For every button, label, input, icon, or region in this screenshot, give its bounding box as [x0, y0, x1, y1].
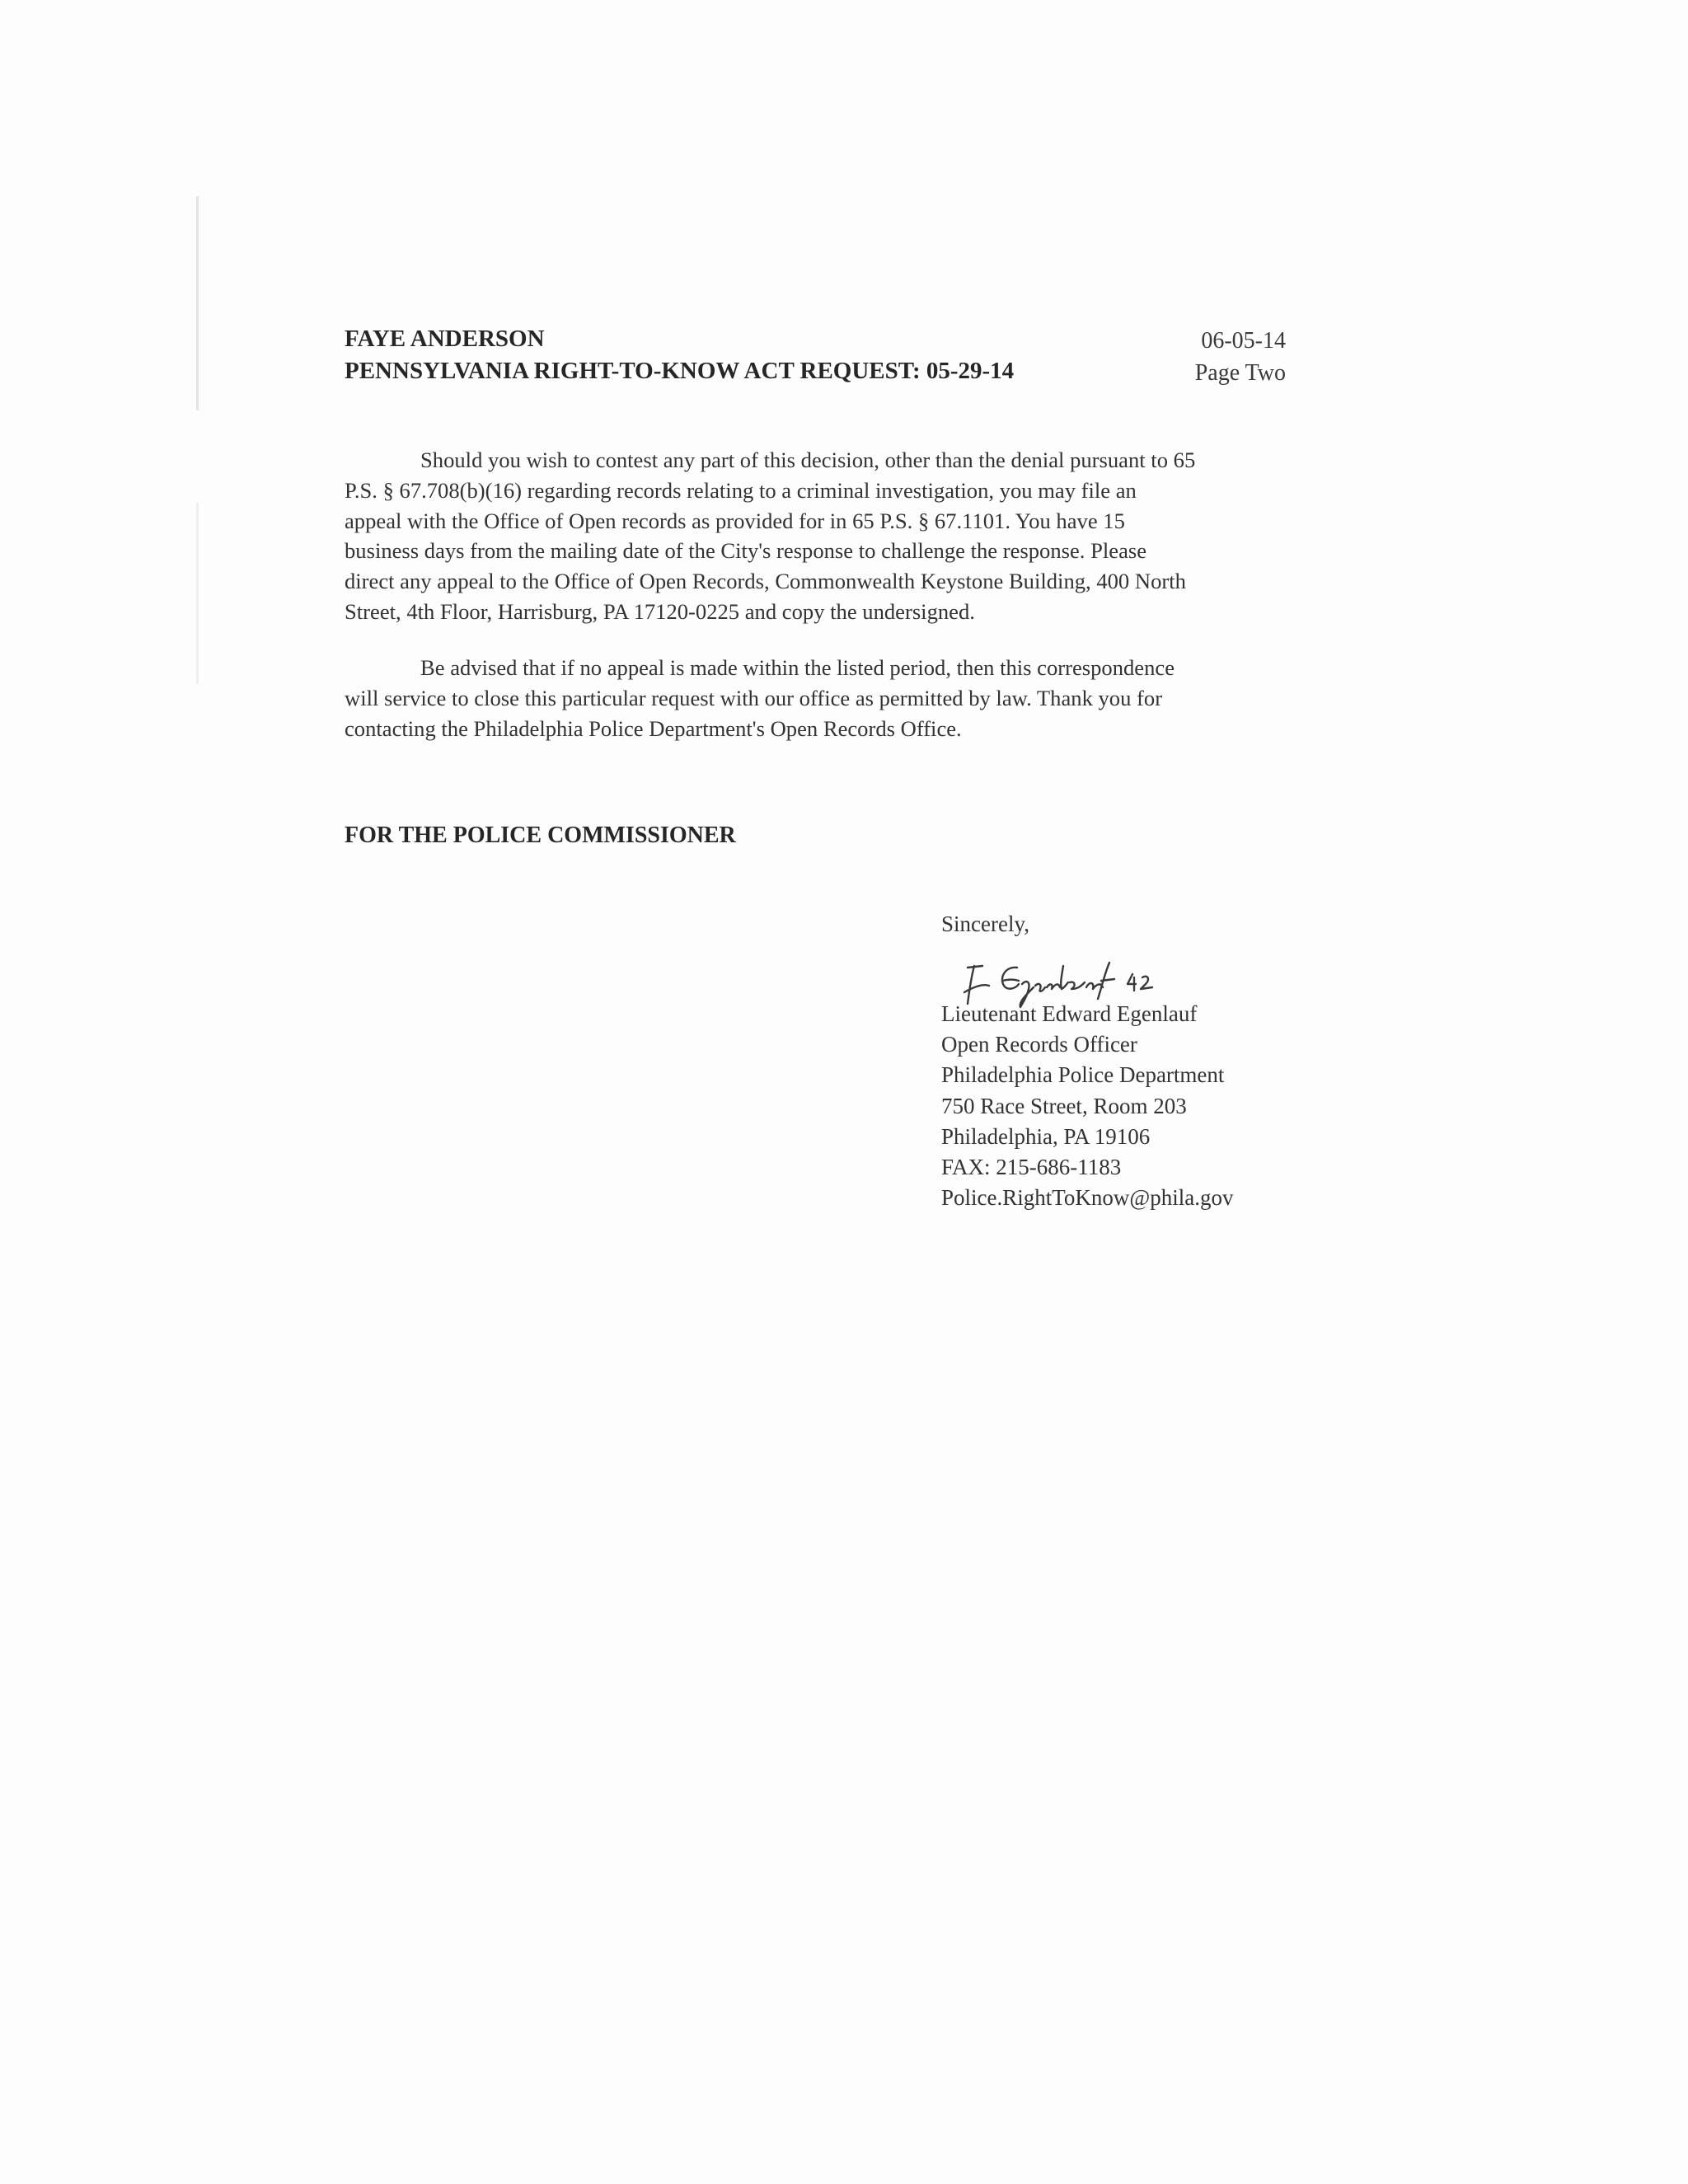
signer-department: Philadelphia Police Department: [941, 1062, 1225, 1088]
appeal-paragraph: [345, 445, 1309, 627]
signer-address: 750 Race Street, Room 203: [941, 1093, 1187, 1118]
signer-title: Open Records Officer: [941, 1032, 1137, 1057]
for-commissioner-line: FOR THE POLICE COMMISSIONER: [345, 823, 736, 848]
scan-edge-mark: [196, 503, 199, 684]
date-page-block: [1187, 325, 1286, 389]
closing-salutation: Sincerely,: [941, 912, 1029, 936]
paragraph-line: will service to close this particular request with our office as permitted by law. Thank you for: [345, 685, 1163, 710]
request-subject: PENNSYLVANIA RIGHT-TO-KNOW ACT REQUEST: 05-29-14: [345, 358, 1015, 384]
signer-fax: FAX: 215-686-1183: [941, 1155, 1122, 1180]
paragraph-line: direct any appeal to the Office of Open Records, Commonwealth Keystone Building, 400 North: [345, 569, 1186, 594]
paragraph-line: business days from the mailing date of the City's response to challenge the response. Please: [345, 538, 1147, 564]
signer-email: Police.RightToKnow@phila.gov: [941, 1185, 1234, 1211]
paragraph-line: Should you wish to contest any part of this decision, other than the denial pursuant to 65: [420, 448, 1196, 472]
signer-city: Philadelphia, PA 19106: [941, 1123, 1151, 1149]
closing-paragraph: [345, 653, 1309, 743]
paragraph-line: P.S. § 67.708(b)(16) regarding records relating to a criminal investigation, you may file an: [345, 477, 1137, 503]
recipient-name: FAYE ANDERSON: [345, 326, 545, 352]
paragraph-line: Street, 4th Floor, Harrisburg, PA 17120-0225 and copy the undersigned.: [345, 598, 975, 624]
signature-block: [941, 999, 1233, 1213]
paragraph-line: contacting the Philadelphia Police Department's Open Records Office.: [345, 715, 962, 741]
signer-name: Lieutenant Edward Egenlauf: [941, 1001, 1198, 1026]
paragraph-line: appeal with the Office of Open records as provided for in 65 P.S. § 67.1101. You have 15: [345, 508, 1125, 533]
scan-edge-mark: [196, 196, 199, 410]
paragraph-line: Be advised that if no appeal is made within the listed period, then this correspondence: [420, 655, 1175, 680]
letter-header: [345, 323, 1014, 387]
letter-date: 06-05-14: [1201, 328, 1286, 354]
page-number: Page Two: [1194, 360, 1286, 386]
